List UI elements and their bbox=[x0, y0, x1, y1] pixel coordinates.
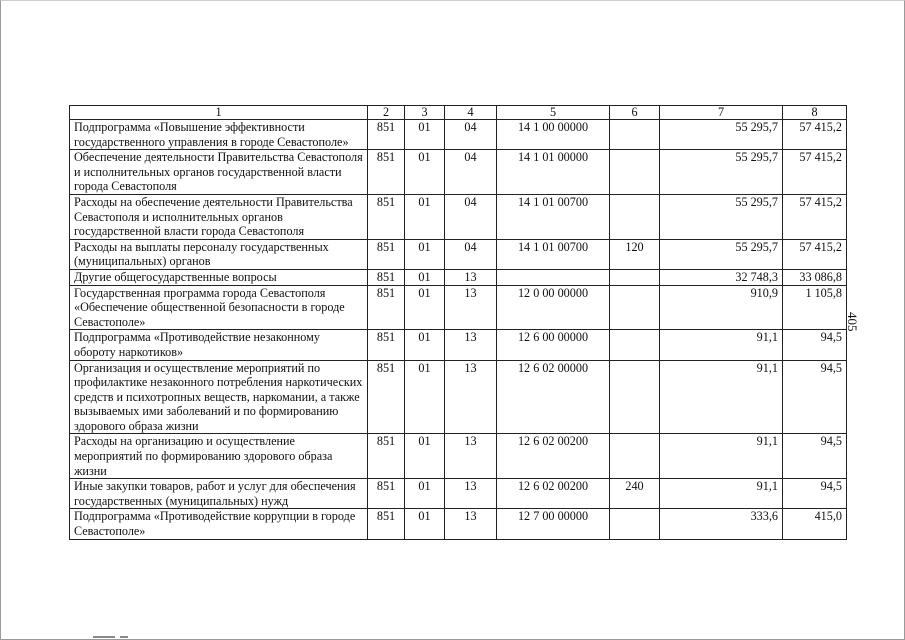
row-name-cell: Расходы на организацию и осуществление мероприятий по формированию здорового образа жизни bbox=[70, 434, 368, 479]
amount-col8-cell: 57 415,2 bbox=[783, 194, 847, 239]
table-row bbox=[70, 285, 847, 330]
scan-artifact bbox=[93, 636, 115, 638]
grbs-code-cell: 851 bbox=[368, 120, 405, 150]
section-code-cell: 01 bbox=[405, 194, 445, 239]
table-row bbox=[70, 239, 847, 269]
target-article-cell: 14 1 00 00000 bbox=[497, 120, 610, 150]
target-article-cell: 12 6 02 00200 bbox=[497, 479, 610, 509]
section-code-cell: 01 bbox=[405, 509, 445, 539]
amount-col8-cell: 94,5 bbox=[783, 360, 847, 434]
expense-type-cell bbox=[610, 194, 660, 239]
expense-type-cell bbox=[610, 285, 660, 330]
header-cell-4: 4 bbox=[445, 106, 497, 120]
amount-col7-cell: 333,6 bbox=[660, 509, 783, 539]
target-article-cell: 14 1 01 00000 bbox=[497, 150, 610, 195]
expense-type-cell bbox=[610, 150, 660, 195]
amount-col7-cell: 32 748,3 bbox=[660, 269, 783, 285]
grbs-code-cell: 851 bbox=[368, 269, 405, 285]
row-name-cell: Организация и осуществление мероприятий по профилактике незаконного потребления наркотических средств и психотропных веществ, наркомании, а также вызываемых ими заболеваний и по формированию здорового образа жизни bbox=[70, 360, 368, 434]
row-name-cell: Подпрограмма «Повышение эффективности государственного управления в городе Севастополе» bbox=[70, 120, 368, 150]
page-number: 405 bbox=[845, 312, 860, 332]
grbs-code-cell: 851 bbox=[368, 360, 405, 434]
subsection-code-cell: 13 bbox=[445, 509, 497, 539]
grbs-code-cell: 851 bbox=[368, 479, 405, 509]
amount-col8-cell: 33 086,8 bbox=[783, 269, 847, 285]
table-row bbox=[70, 509, 847, 539]
section-code-cell: 01 bbox=[405, 330, 445, 360]
row-name-cell: Расходы на выплаты персоналу государственных (муниципальных) органов bbox=[70, 239, 368, 269]
section-code-cell: 01 bbox=[405, 285, 445, 330]
amount-col7-cell: 55 295,7 bbox=[660, 150, 783, 195]
grbs-code-cell: 851 bbox=[368, 239, 405, 269]
header-cell-8: 8 bbox=[783, 106, 847, 120]
amount-col8-cell: 57 415,2 bbox=[783, 120, 847, 150]
section-code-cell: 01 bbox=[405, 150, 445, 195]
section-code-cell: 01 bbox=[405, 239, 445, 269]
header-cell-7: 7 bbox=[660, 106, 783, 120]
section-code-cell: 01 bbox=[405, 479, 445, 509]
subsection-code-cell: 13 bbox=[445, 479, 497, 509]
amount-col7-cell: 55 295,7 bbox=[660, 194, 783, 239]
header-cell-2: 2 bbox=[368, 106, 405, 120]
amount-col8-cell: 94,5 bbox=[783, 434, 847, 479]
target-article-cell: 12 0 00 00000 bbox=[497, 285, 610, 330]
row-name-cell: Обеспечение деятельности Правительства Севастополя и исполнительных органов государственной власти города Севастополя bbox=[70, 150, 368, 195]
target-article-cell: 14 1 01 00700 bbox=[497, 194, 610, 239]
scan-artifact bbox=[120, 636, 128, 638]
table-row bbox=[70, 150, 847, 195]
header-cell-3: 3 bbox=[405, 106, 445, 120]
target-article-cell: 12 6 02 00200 bbox=[497, 434, 610, 479]
subsection-code-cell: 04 bbox=[445, 194, 497, 239]
subsection-code-cell: 04 bbox=[445, 150, 497, 195]
grbs-code-cell: 851 bbox=[368, 150, 405, 195]
expense-type-cell bbox=[610, 120, 660, 150]
target-article-cell: 12 6 02 00000 bbox=[497, 360, 610, 434]
target-article-cell: 14 1 01 00700 bbox=[497, 239, 610, 269]
amount-col7-cell: 91,1 bbox=[660, 330, 783, 360]
expense-type-cell bbox=[610, 330, 660, 360]
section-code-cell: 01 bbox=[405, 360, 445, 434]
target-article-cell bbox=[497, 269, 610, 285]
table-row bbox=[70, 120, 847, 150]
target-article-cell: 12 7 00 00000 bbox=[497, 509, 610, 539]
subsection-code-cell: 13 bbox=[445, 269, 497, 285]
subsection-code-cell: 13 bbox=[445, 330, 497, 360]
amount-col7-cell: 91,1 bbox=[660, 360, 783, 434]
subsection-code-cell: 13 bbox=[445, 434, 497, 479]
amount-col8-cell: 57 415,2 bbox=[783, 239, 847, 269]
expense-type-cell: 120 bbox=[610, 239, 660, 269]
table-row bbox=[70, 330, 847, 360]
expense-type-cell: 240 bbox=[610, 479, 660, 509]
table-row bbox=[70, 269, 847, 285]
subsection-code-cell: 04 bbox=[445, 120, 497, 150]
section-code-cell: 01 bbox=[405, 120, 445, 150]
amount-col7-cell: 910,9 bbox=[660, 285, 783, 330]
row-name-cell: Государственная программа города Севастополя «Обеспечение общественной безопасности в городе Севастополе» bbox=[70, 285, 368, 330]
table-row bbox=[70, 194, 847, 239]
row-name-cell: Иные закупки товаров, работ и услуг для обеспечения государственных (муниципальных) нужд bbox=[70, 479, 368, 509]
section-code-cell: 01 bbox=[405, 434, 445, 479]
amount-col7-cell: 91,1 bbox=[660, 434, 783, 479]
grbs-code-cell: 851 bbox=[368, 434, 405, 479]
table-header-row bbox=[70, 106, 847, 120]
amount-col8-cell: 94,5 bbox=[783, 479, 847, 509]
row-name-cell: Расходы на обеспечение деятельности Правительства Севастополя и исполнительных органов государственной власти города Севастополя bbox=[70, 194, 368, 239]
header-cell-1: 1 bbox=[70, 106, 368, 120]
expense-type-cell bbox=[610, 509, 660, 539]
grbs-code-cell: 851 bbox=[368, 330, 405, 360]
grbs-code-cell: 851 bbox=[368, 509, 405, 539]
amount-col7-cell: 91,1 bbox=[660, 479, 783, 509]
amount-col8-cell: 94,5 bbox=[783, 330, 847, 360]
expense-type-cell bbox=[610, 360, 660, 434]
subsection-code-cell: 13 bbox=[445, 360, 497, 434]
subsection-code-cell: 13 bbox=[445, 285, 497, 330]
amount-col8-cell: 1 105,8 bbox=[783, 285, 847, 330]
table-row bbox=[70, 479, 847, 509]
budget-table bbox=[69, 105, 847, 540]
header-cell-6: 6 bbox=[610, 106, 660, 120]
table-row bbox=[70, 434, 847, 479]
row-name-cell: Другие общегосударственные вопросы bbox=[70, 269, 368, 285]
grbs-code-cell: 851 bbox=[368, 285, 405, 330]
expense-type-cell bbox=[610, 434, 660, 479]
target-article-cell: 12 6 00 00000 bbox=[497, 330, 610, 360]
amount-col7-cell: 55 295,7 bbox=[660, 120, 783, 150]
subsection-code-cell: 04 bbox=[445, 239, 497, 269]
row-name-cell: Подпрограмма «Противодействие коррупции в городе Севастополе» bbox=[70, 509, 368, 539]
table-body bbox=[70, 106, 847, 540]
amount-col7-cell: 55 295,7 bbox=[660, 239, 783, 269]
table-row bbox=[70, 360, 847, 434]
amount-col8-cell: 57 415,2 bbox=[783, 150, 847, 195]
amount-col8-cell: 415,0 bbox=[783, 509, 847, 539]
section-code-cell: 01 bbox=[405, 269, 445, 285]
header-cell-5: 5 bbox=[497, 106, 610, 120]
grbs-code-cell: 851 bbox=[368, 194, 405, 239]
expense-type-cell bbox=[610, 269, 660, 285]
row-name-cell: Подпрограмма «Противодействие незаконному обороту наркотиков» bbox=[70, 330, 368, 360]
